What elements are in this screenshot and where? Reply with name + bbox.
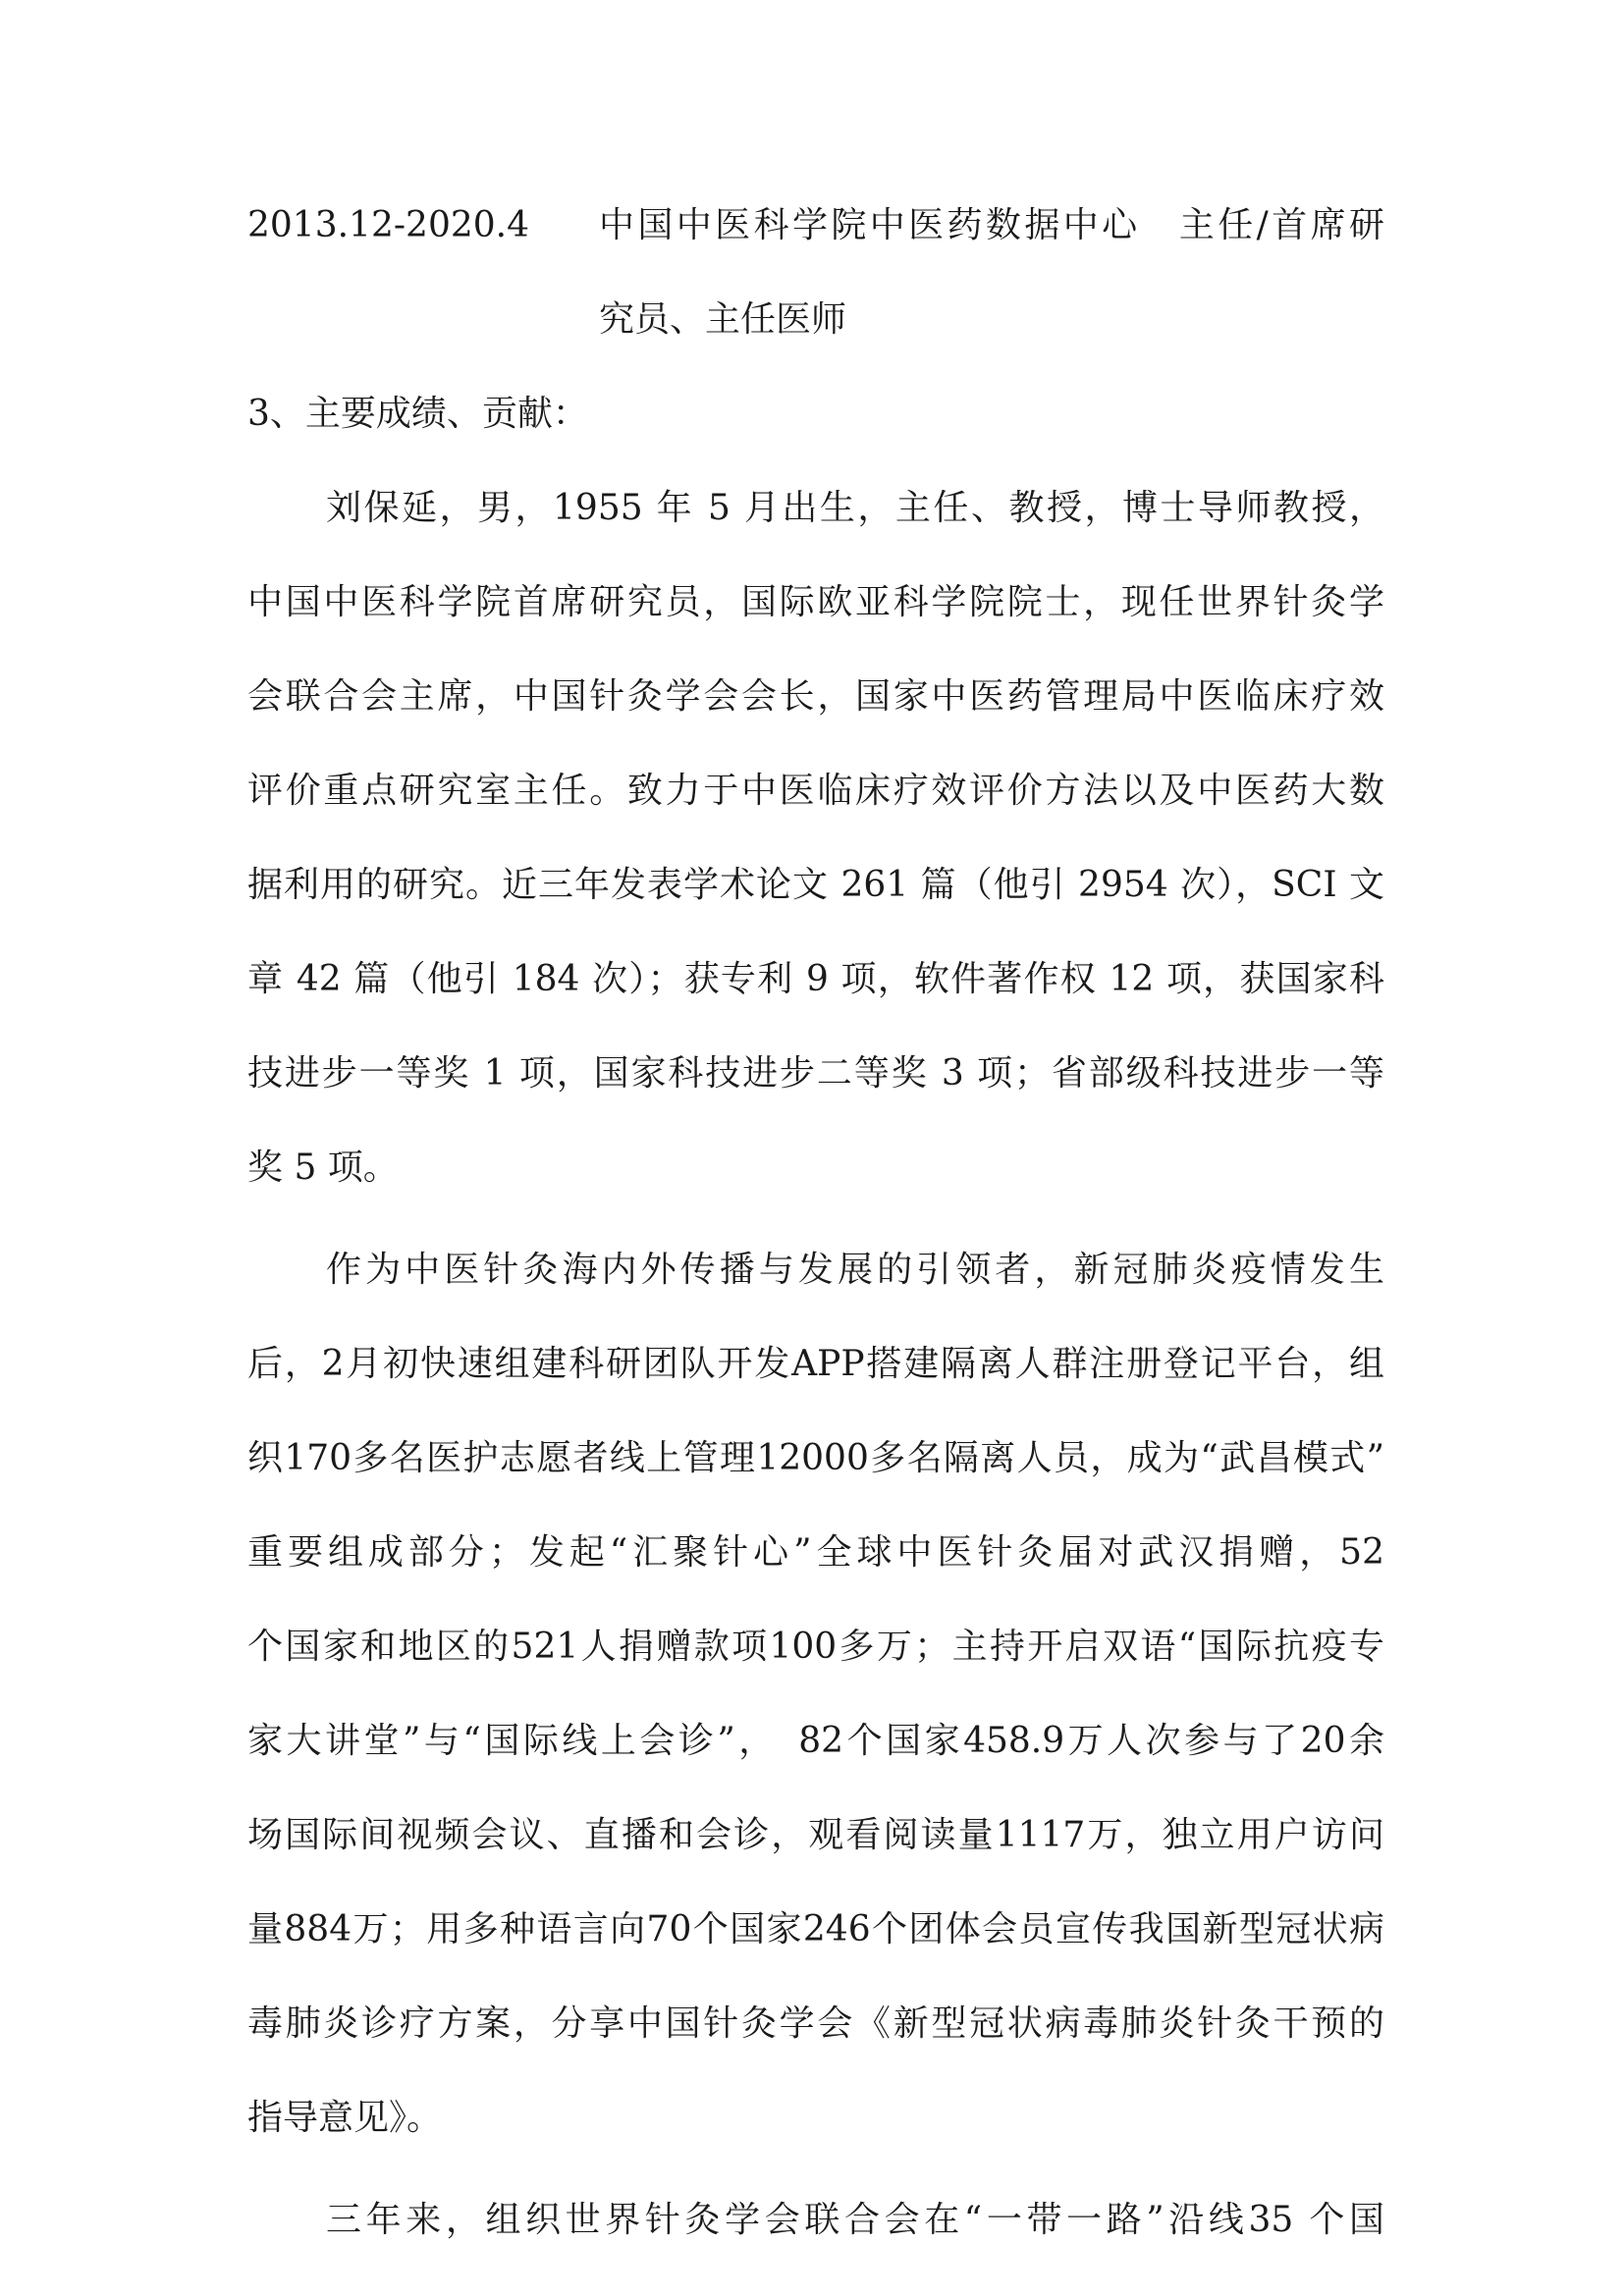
paragraph-2-line-3: 织170多名医护志愿者线上管理12000多名隔离人员，成为“武昌模式” [247, 1438, 1384, 1478]
paragraph-1-line-3: 会联合会主席，中国针灸学会会长，国家中医药管理局中医临床疗效 [247, 676, 1384, 717]
paragraph-2-line-7: 场国际间视频会议、直播和会诊，观看阅读量1117万，独立用户访问 [247, 1815, 1384, 1855]
paragraph-2-line-4: 重要组成部分；发起“汇聚针心”全球中医针灸届对武汉捐赠，52 [247, 1532, 1384, 1573]
paragraph-1-line-4: 评价重点研究室主任。致力于中医临床疗效评价方法以及中医药大数 [247, 771, 1384, 811]
paragraph-2-line-5: 个国家和地区的521人捐赠款项100多万；主持开启双语“国际抗疫专 [247, 1627, 1384, 1667]
paragraph-1-line-5: 据利用的研究。近三年发表学术论文 261 篇（他引 2954 次），SCI 文 [247, 865, 1384, 905]
paragraph-1-line-2: 中国中医科学院首席研究员，国际欧亚科学院院士，现任世界针灸学 [247, 582, 1384, 622]
paragraph-2-line-6: 家大讲堂”与“国际线上会诊”， 82个国家458.9万人次参与了20余 [247, 1721, 1384, 1761]
resume-org-line-2: 究员、主任医师 [599, 299, 847, 340]
paragraph-1-line-1: 刘保延，男，1955 年 5 月出生，主任、教授，博士导师教授， [326, 488, 1384, 528]
paragraph-3-line-1: 三年来，组织世界针灸学会联合会在“一带一路”沿线35 个国 [326, 2200, 1384, 2240]
paragraph-2-line-8: 量884万；用多种语言向70个国家246个团体会员宣传我国新型冠状病 [247, 1909, 1384, 1949]
paragraph-2-line-9: 毒肺炎诊疗方案，分享中国针灸学会《新型冠状病毒肺炎针灸干预的 [247, 2003, 1384, 2044]
paragraph-2-line-10: 指导意见》。 [247, 2098, 443, 2138]
paragraph-2-line-2: 后，2月初快速组建科研团队开发APP搭建隔离人群注册登记平台，组 [247, 1344, 1384, 1384]
section-heading: 3、主要成绩、贡献： [247, 394, 588, 434]
paragraph-1-line-7: 技进步一等奖 1 项，国家科技进步二等奖 3 项；省部级科技进步一等 [247, 1053, 1384, 1094]
paragraph-1-line-6: 章 42 篇（他引 184 次）；获专利 9 项，软件著作权 12 项，获国家科 [247, 959, 1384, 999]
resume-date: 2013.12-2020.4 [247, 205, 529, 245]
paragraph-1-line-8: 奖 5 项。 [247, 1148, 399, 1188]
paragraph-2-line-1: 作为中医针灸海内外传播与发展的引领者，新冠肺炎疫情发生 [326, 1250, 1384, 1290]
resume-org-line-1: 中国中医科学院中医药数据中心 主任/首席研 [599, 205, 1384, 245]
